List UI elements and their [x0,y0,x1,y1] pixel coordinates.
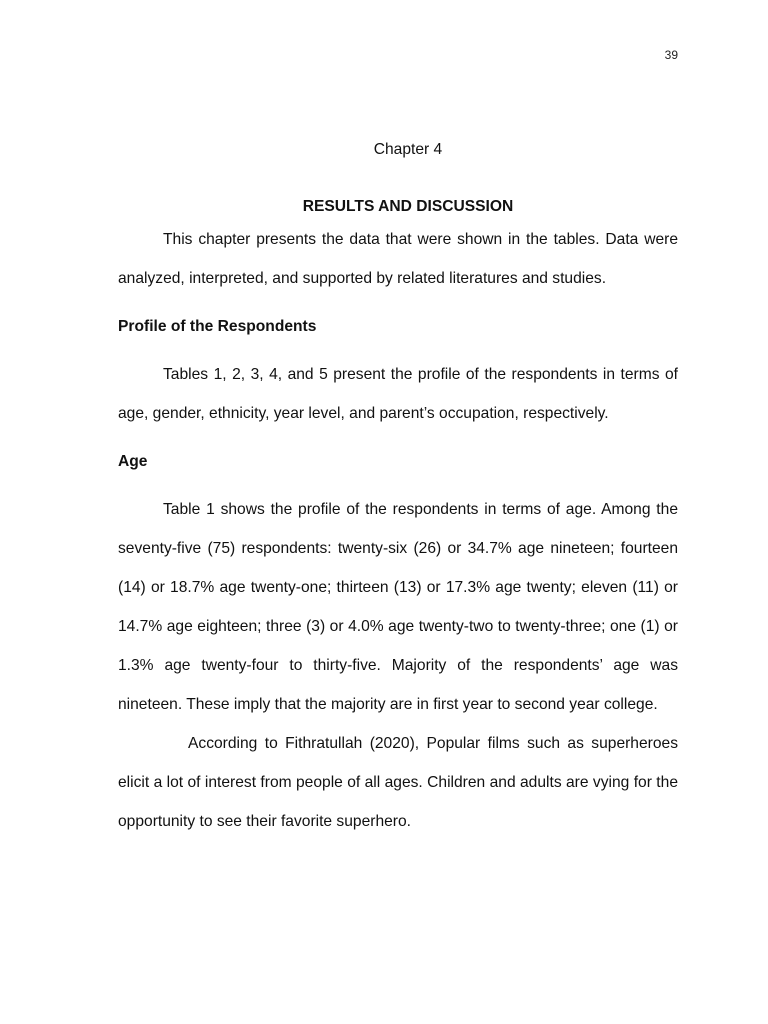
citation-paragraph: According to Fithratullah (2020), Popular films such as superheroes elicit a lot of interest from people of all ages. Children and adults are vying for the opportunity to see their favorite superhero. [118,735,678,830]
age-heading: Age [118,453,148,470]
profile-paragraph: Tables 1, 2, 3, 4, and 5 present the profile of the respondents in terms of age, gender, ethnicity, year level, and parent’s occupation, respectively. [118,366,678,422]
chapter-label: Chapter 4 [373,141,443,158]
chapter-title: RESULTS AND DISCUSSION [302,198,514,215]
profile-heading: Profile of the Respondents [118,318,317,335]
intro-paragraph: This chapter presents the data that were shown in the tables. Data were analyzed, interpreted, and supported by related literatures and studies. [118,231,678,287]
page-content [118,137,678,841]
page-number: 39 [664,48,678,62]
age-paragraph: Table 1 shows the profile of the respondents in terms of age. Among the seventy-five (75) respondents: twenty-six (26) or 34.7% age nineteen; fourteen (14) or 18.7% age twenty-one; thirteen (13) or 17.3% age twenty; eleven (11) or 14.7% age eighteen; three (3) or 4.0% age twenty-two to twenty-three; one (1) or 1.3% age twenty-four to thirty-five. Majority of the respondents’ age was nineteen. These imply that the majority are in first year to second year college. [118,501,678,713]
